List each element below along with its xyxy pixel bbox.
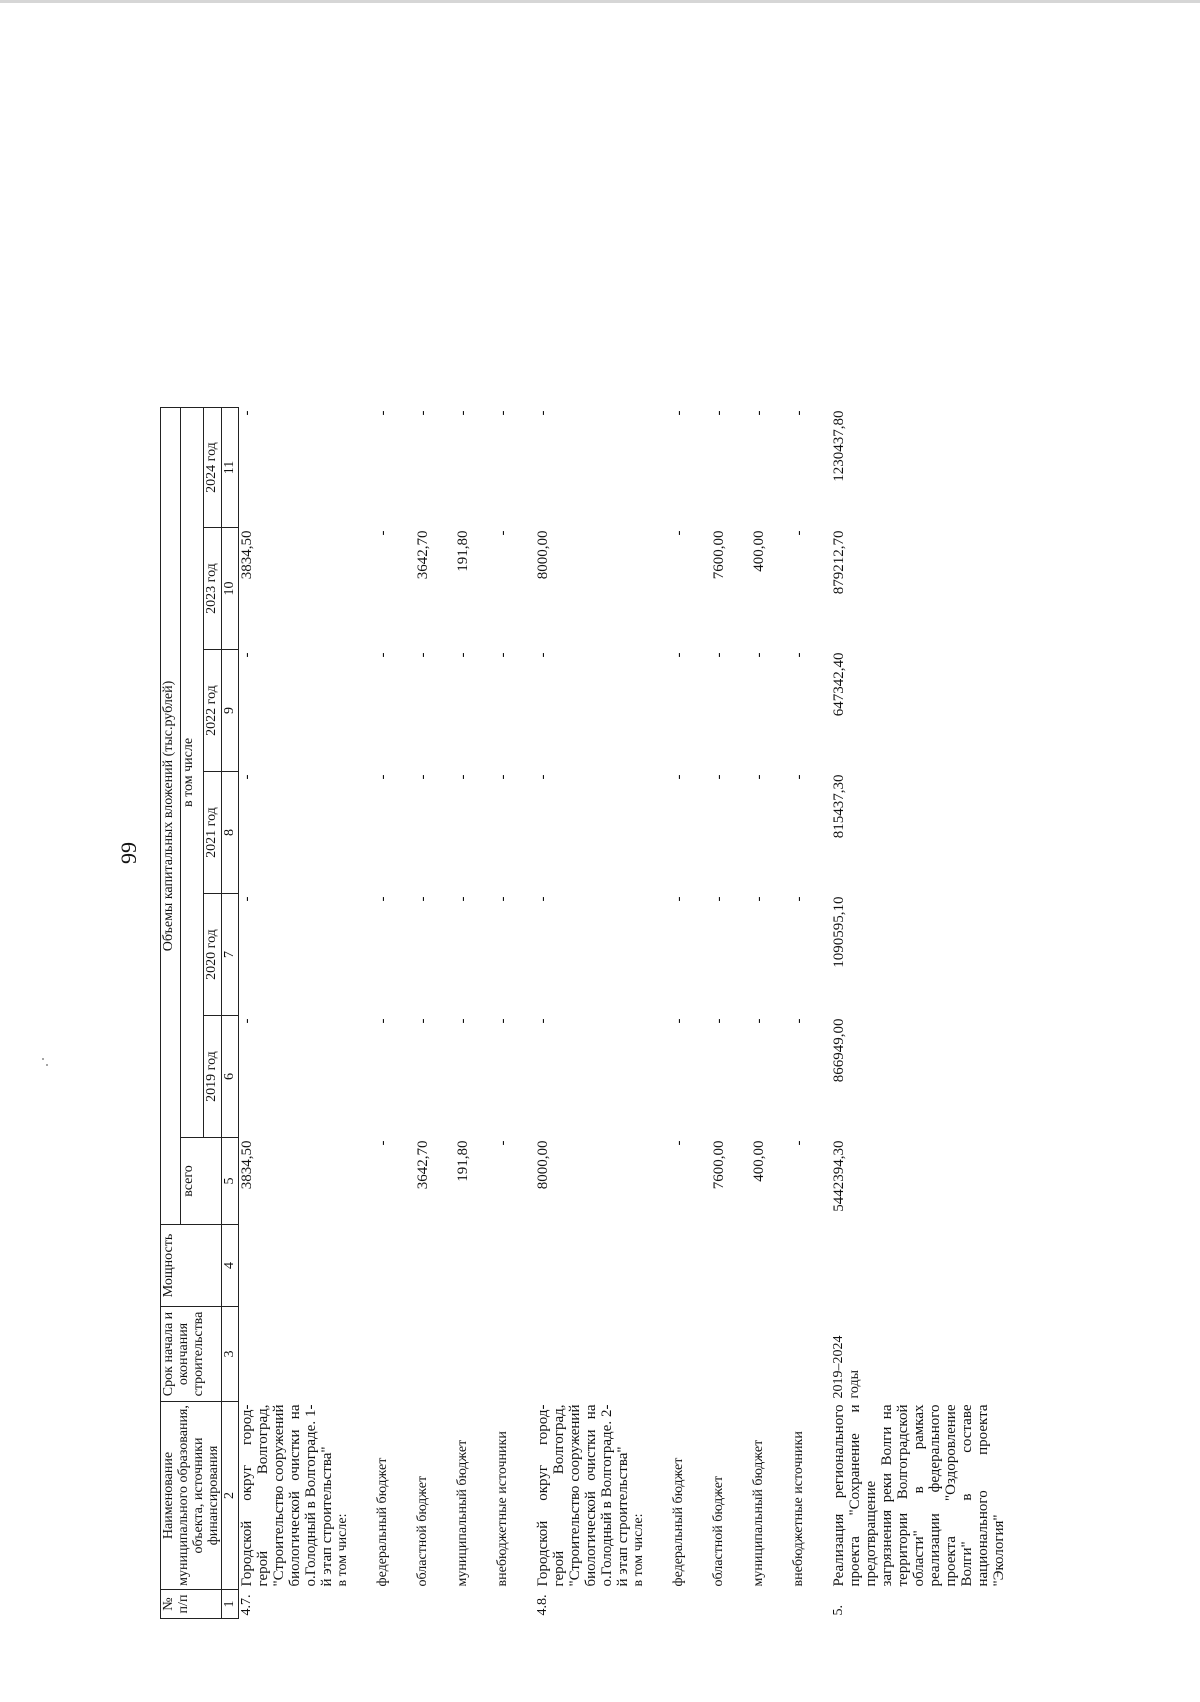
- row-2024: -: [535, 410, 551, 416]
- row-number: [751, 1590, 791, 1619]
- row-2024: -: [455, 410, 471, 416]
- row-2024: [335, 408, 375, 528]
- row-2023: -: [671, 530, 687, 536]
- table-row: [535, 408, 631, 1619]
- row-number: [335, 1590, 375, 1619]
- row-2023: 3642,70: [415, 530, 431, 580]
- row-period: [375, 1307, 415, 1402]
- index-3: 3: [222, 1307, 239, 1402]
- header-year-2023: 2023 год: [204, 528, 222, 650]
- row-period: [791, 1307, 831, 1402]
- table-row: [631, 408, 671, 1619]
- row-2021: -: [415, 774, 431, 780]
- row-period: [335, 1307, 375, 1402]
- table-row: [831, 408, 1007, 1619]
- row-total: 400,00: [751, 1140, 767, 1182]
- row-2022: -: [671, 652, 687, 658]
- row-2019: -: [671, 1018, 687, 1024]
- row-2022: -: [535, 652, 551, 658]
- row-2023: [335, 528, 375, 650]
- row-2020: -: [239, 896, 255, 902]
- row-period: [671, 1307, 711, 1402]
- row-name: федеральный бюджет: [375, 1457, 390, 1587]
- index-1: 1: [222, 1590, 239, 1619]
- row-2022: -: [455, 652, 471, 658]
- index-7: 7: [222, 894, 239, 1016]
- row-name: муниципальный бюджет: [455, 1439, 470, 1587]
- row-number: [415, 1590, 455, 1619]
- row-2020: -: [535, 896, 551, 902]
- row-2020: -: [791, 896, 807, 902]
- row-2022: -: [495, 652, 511, 658]
- row-2019: 866949,00: [831, 1018, 847, 1083]
- header-power: Мощность: [161, 1225, 222, 1307]
- row-name: Городской округ город-герой Волгоград, "Строительство сооружений биологической очистки на о.Голодный в Волгограде. 1-й этап строительства": [239, 1404, 335, 1587]
- row-power: [239, 1225, 336, 1307]
- row-2023: 191,80: [455, 530, 471, 572]
- row-power: [751, 1225, 791, 1307]
- row-number: [495, 1590, 535, 1619]
- row-2020: -: [375, 896, 391, 902]
- header-year-2022: 2022 год: [204, 650, 222, 772]
- row-name: внебюджетные источники: [791, 1431, 806, 1587]
- row-2020: -: [455, 896, 471, 902]
- row-total: -: [791, 1140, 807, 1146]
- row-power: [375, 1225, 415, 1307]
- page-number: 99: [116, 842, 141, 864]
- row-2024: -: [239, 410, 255, 416]
- row-2024: -: [375, 410, 391, 416]
- row-total: 8000,00: [535, 1140, 551, 1190]
- row-2023: 8000,00: [535, 530, 551, 580]
- row-2019: -: [535, 1018, 551, 1024]
- row-period: [455, 1307, 495, 1402]
- row-period: [711, 1307, 751, 1402]
- row-2019: -: [239, 1018, 255, 1024]
- capital-investment-table: [160, 407, 1007, 1619]
- row-power: [495, 1225, 535, 1307]
- row-2019: -: [455, 1018, 471, 1024]
- row-power: [831, 1225, 1007, 1307]
- row-period: [535, 1307, 631, 1402]
- row-2022: -: [711, 652, 727, 658]
- row-2022: -: [791, 652, 807, 658]
- row-2020: 1090595,10: [831, 896, 847, 968]
- row-2021: -: [791, 774, 807, 780]
- row-2019: [631, 1016, 671, 1138]
- table-row: [495, 408, 535, 1619]
- row-2022: 647342,40: [831, 652, 847, 717]
- row-2021: 815437,30: [831, 774, 847, 839]
- row-total: -: [671, 1140, 687, 1146]
- row-2020: -: [415, 896, 431, 902]
- row-2021: -: [711, 774, 727, 780]
- index-5: 5: [222, 1138, 239, 1225]
- row-period: [631, 1307, 671, 1402]
- row-2021: [335, 772, 375, 894]
- row-number: [455, 1590, 495, 1619]
- row-2021: -: [751, 774, 767, 780]
- row-2023: 879212,70: [831, 530, 847, 595]
- row-2019: -: [791, 1018, 807, 1024]
- row-2024: -: [791, 410, 807, 416]
- row-name: Реализация регионального проекта "Сохранение и предотвращение загрязнения реки Волги на территории Волгоградской области" в рамках реализации федерального проекта "Оздоровление Волги" в составе национального проекта "Экология": [831, 1404, 1007, 1587]
- row-period: [415, 1307, 455, 1402]
- table-row: [239, 408, 336, 1619]
- index-4: 4: [222, 1225, 239, 1307]
- row-2022: -: [239, 652, 255, 658]
- row-period: 2019–2024 годы: [831, 1335, 862, 1399]
- table-row: [335, 408, 375, 1619]
- row-2021: -: [671, 774, 687, 780]
- header-year-2020: 2020 год: [204, 894, 222, 1016]
- row-period: [751, 1307, 791, 1402]
- header-year-2021: 2021 год: [204, 772, 222, 894]
- row-power: [711, 1225, 751, 1307]
- table-row: [791, 408, 831, 1619]
- header-number: № п/п: [161, 1590, 222, 1619]
- row-number: [791, 1590, 831, 1619]
- table-row: [455, 408, 495, 1619]
- row-2023: 400,00: [751, 530, 767, 572]
- row-number: 5.: [831, 1605, 846, 1616]
- row-2023: -: [495, 530, 511, 536]
- row-total: 7600,00: [711, 1140, 727, 1190]
- row-2020: [631, 894, 671, 1016]
- row-2024: -: [495, 410, 511, 416]
- row-power: [335, 1225, 375, 1307]
- row-number: [671, 1590, 711, 1619]
- row-period: [239, 1307, 336, 1402]
- row-name: Городской округ город-герой Волгоград, "Строительство сооружений биологической очистки на о.Голодный в Волгограде. 2-й этап строительства": [535, 1404, 631, 1587]
- row-period: [495, 1307, 535, 1402]
- row-power: [535, 1225, 631, 1307]
- row-power: [671, 1225, 711, 1307]
- table-row: [375, 408, 415, 1619]
- row-2022: -: [751, 652, 767, 658]
- index-2: 2: [222, 1402, 239, 1590]
- row-2023: -: [791, 530, 807, 536]
- row-2024: -: [711, 410, 727, 416]
- row-2019: -: [415, 1018, 431, 1024]
- row-2022: -: [375, 652, 391, 658]
- row-total: [335, 1138, 375, 1225]
- row-name: внебюджетные источники: [495, 1431, 510, 1587]
- row-2020: -: [711, 896, 727, 902]
- row-2019: -: [751, 1018, 767, 1024]
- row-2022: [631, 650, 671, 772]
- row-number: [375, 1590, 415, 1619]
- index-9: 9: [222, 650, 239, 772]
- row-total: -: [495, 1140, 511, 1146]
- table-row: [671, 408, 711, 1619]
- row-2021: -: [375, 774, 391, 780]
- index-6: 6: [222, 1016, 239, 1138]
- header-total: всего: [181, 1138, 222, 1225]
- row-2019: [335, 1016, 375, 1138]
- row-2020: [335, 894, 375, 1016]
- row-power: [631, 1225, 671, 1307]
- row-2020: -: [751, 896, 767, 902]
- row-number: [711, 1590, 751, 1619]
- row-number: [631, 1590, 671, 1619]
- row-name: федеральный бюджет: [671, 1457, 686, 1587]
- row-2024: -: [415, 410, 431, 416]
- row-name: в том числе:: [335, 1513, 350, 1587]
- row-2024: -: [671, 410, 687, 416]
- row-2022: -: [415, 652, 431, 658]
- index-8: 8: [222, 772, 239, 894]
- row-name: областной бюджет: [711, 1475, 726, 1587]
- row-2021: -: [495, 774, 511, 780]
- header-incl: в том числе: [181, 408, 204, 1138]
- header-year-2019: 2019 год: [204, 1016, 222, 1138]
- row-2023: [631, 528, 671, 650]
- row-number: 4.8.: [535, 1594, 550, 1616]
- row-2023: -: [375, 530, 391, 536]
- row-name: в том числе:: [631, 1513, 646, 1587]
- row-name: муниципальный бюджет: [751, 1439, 766, 1587]
- row-2021: -: [455, 774, 471, 780]
- row-power: [415, 1225, 455, 1307]
- header-name: Наименование муниципального образования, объекта, источники финансирования: [161, 1402, 222, 1590]
- row-2019: -: [495, 1018, 511, 1024]
- row-2021: -: [239, 774, 255, 780]
- row-2019: -: [375, 1018, 391, 1024]
- row-number: 4.7.: [239, 1594, 254, 1616]
- row-2024: -: [751, 410, 767, 416]
- row-2021: -: [535, 774, 551, 780]
- row-name: областной бюджет: [415, 1475, 430, 1587]
- table-row: [711, 408, 751, 1619]
- row-2024: 1230437,80: [831, 410, 847, 482]
- row-total: [631, 1138, 671, 1225]
- index-11: 11: [222, 408, 239, 528]
- row-total: 3642,70: [415, 1140, 431, 1190]
- row-2023: 3834,50: [239, 530, 255, 580]
- row-2020: -: [495, 896, 511, 902]
- row-power: [455, 1225, 495, 1307]
- row-2021: [631, 772, 671, 894]
- row-2024: [631, 408, 671, 528]
- header-period: Срок начала и окончания строительства: [161, 1307, 222, 1402]
- row-total: -: [375, 1140, 391, 1146]
- table-row: [415, 408, 455, 1619]
- header-capital: Объемы капитальных вложений (тыс.рублей): [161, 408, 181, 1225]
- table-row: [751, 408, 791, 1619]
- row-2019: -: [711, 1018, 727, 1024]
- row-2020: -: [671, 896, 687, 902]
- row-power: [791, 1225, 831, 1307]
- row-2022: [335, 650, 375, 772]
- row-total: 5442394,30: [831, 1140, 847, 1212]
- index-10: 10: [222, 528, 239, 650]
- row-2023: 7600,00: [711, 530, 727, 580]
- header-year-2024: 2024 год: [204, 408, 222, 528]
- row-total: 3834,50: [239, 1140, 255, 1190]
- row-total: 191,80: [455, 1140, 471, 1182]
